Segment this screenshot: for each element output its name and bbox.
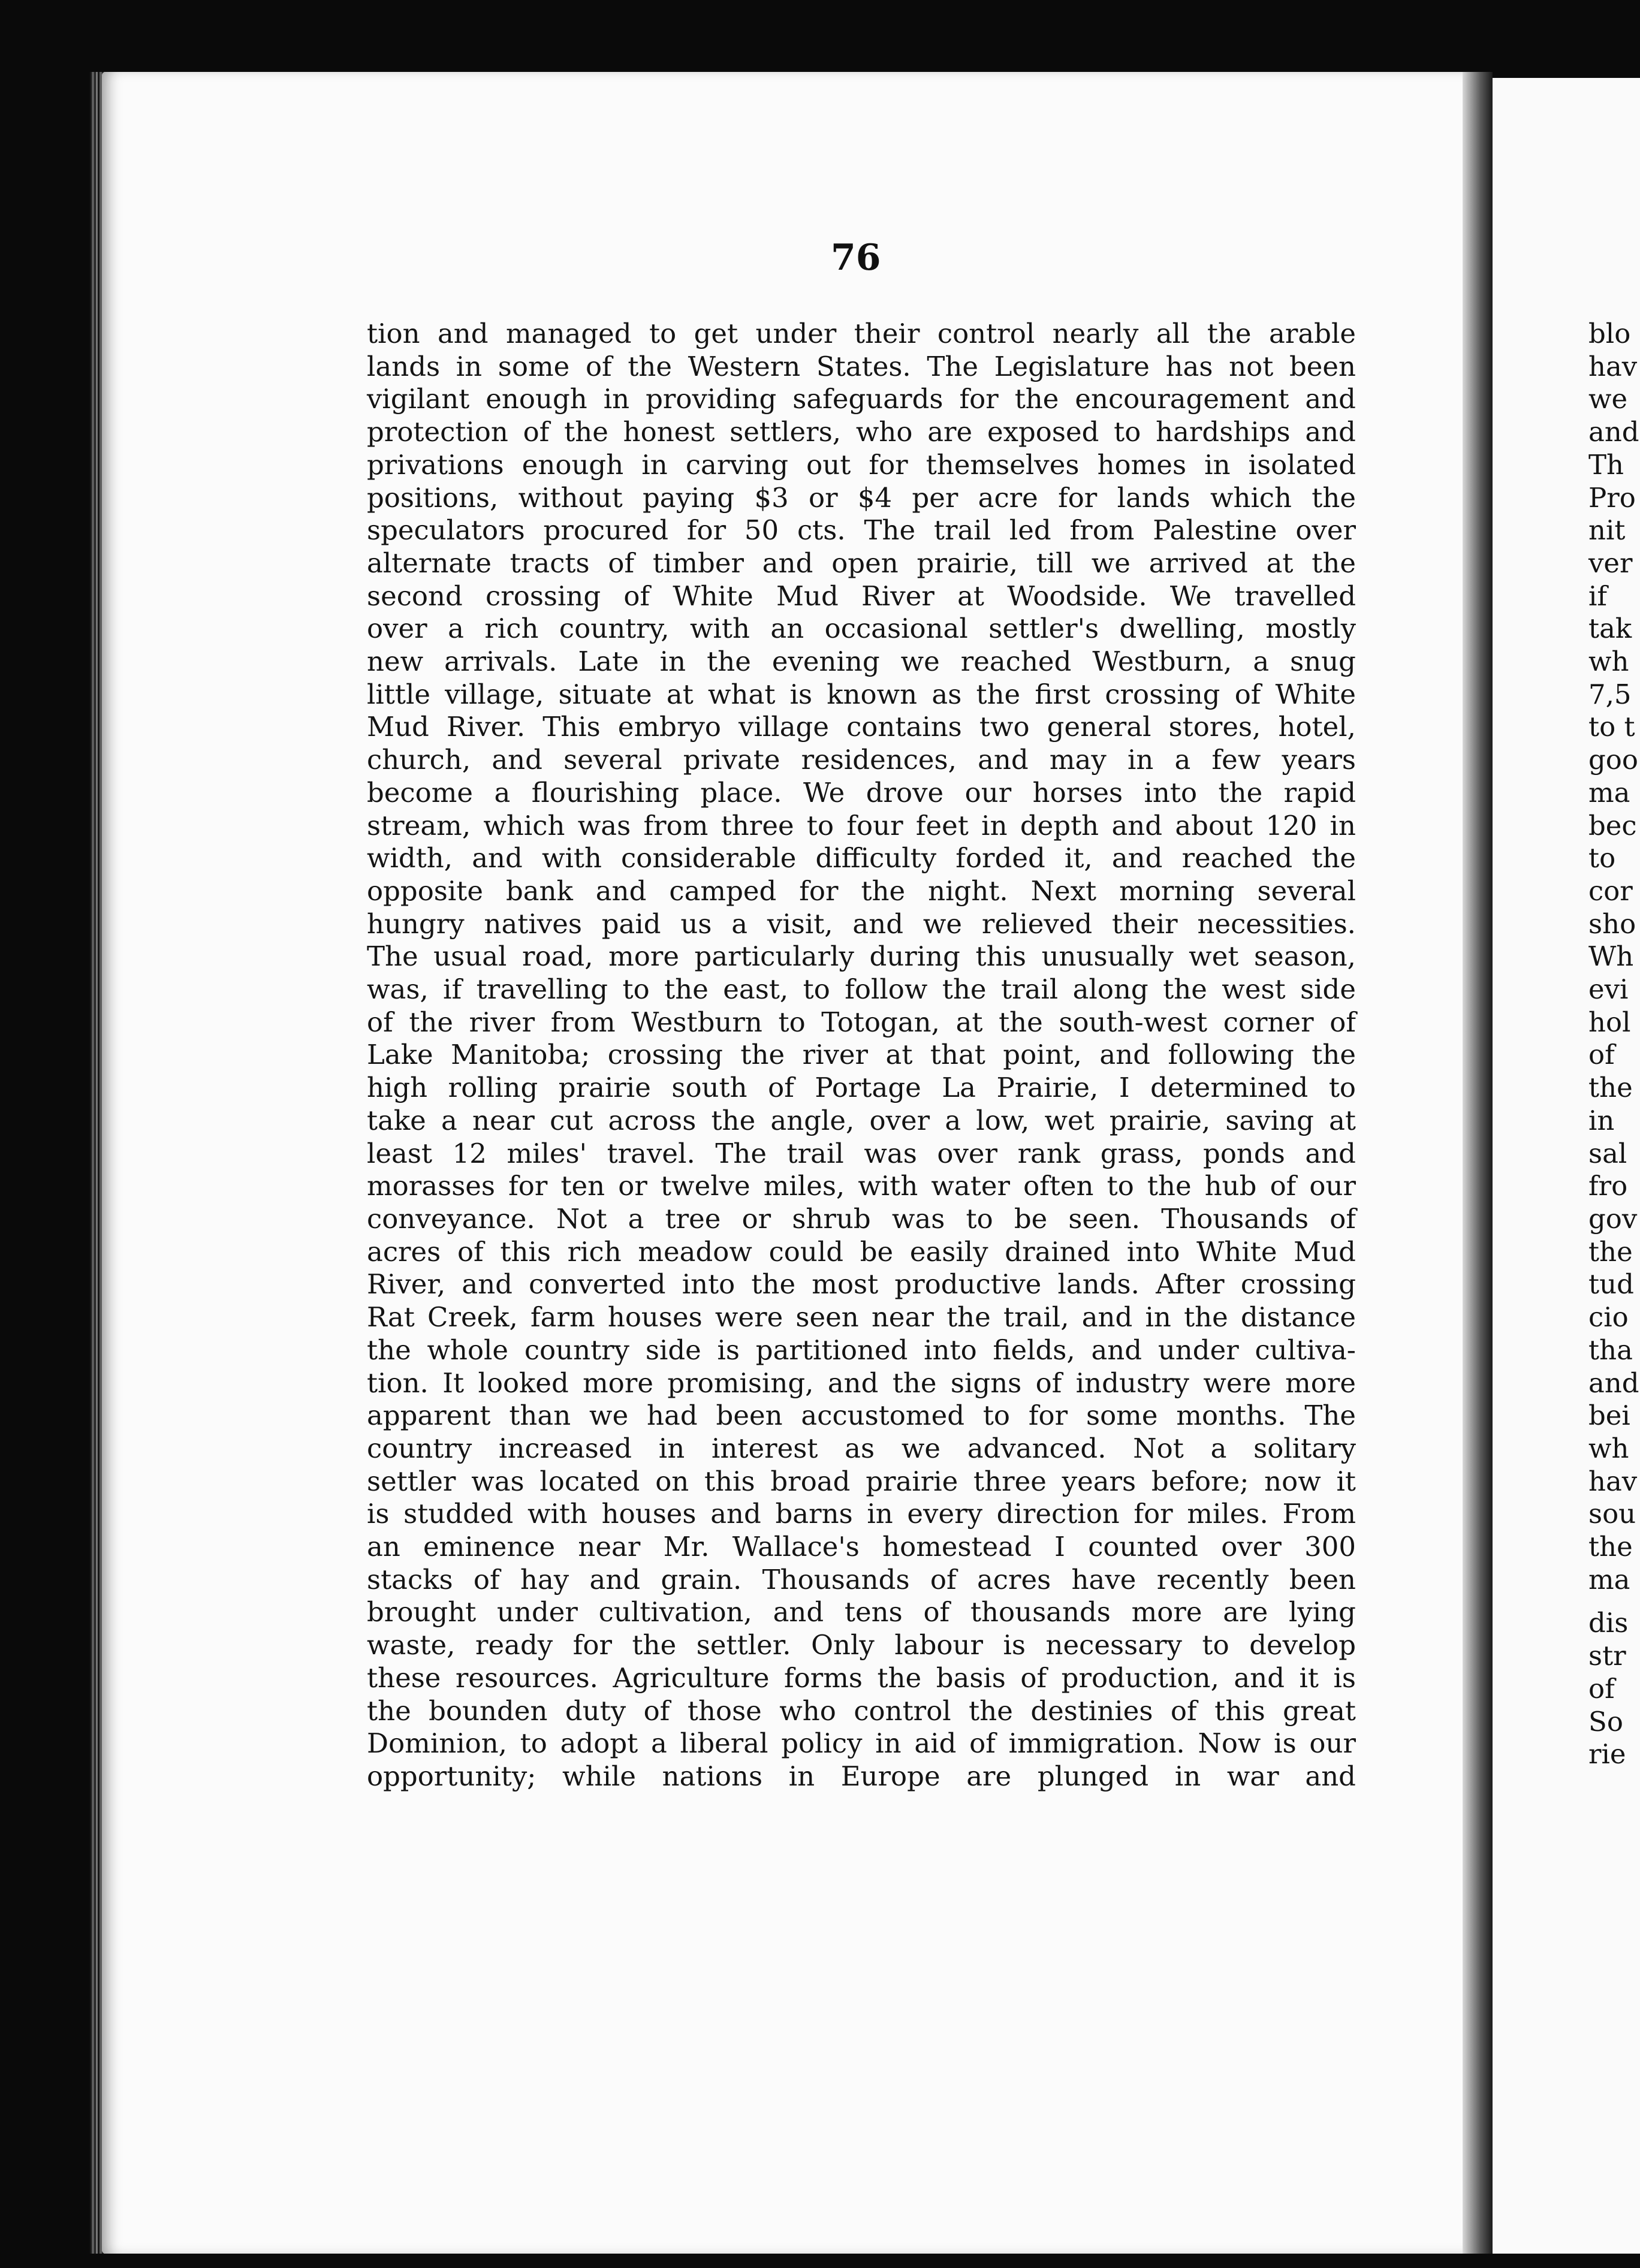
facing-line-fragment: So — [1588, 1705, 1623, 1738]
facing-line-fragment: tud — [1588, 1268, 1634, 1301]
text-line: River, and converted into the most productive lands. After crossing — [367, 1268, 1356, 1301]
text-line: new arrivals. Late in the evening we reached Westburn, a snug — [367, 646, 1356, 678]
facing-line-fragment: sho — [1588, 907, 1636, 940]
facing-line-fragment: wh — [1588, 646, 1629, 678]
facing-line-fragment: gov — [1588, 1202, 1638, 1235]
facing-line-fragment: tak — [1588, 613, 1632, 645]
facing-line-fragment: nit — [1588, 514, 1626, 547]
facing-line-fragment: and — [1588, 416, 1639, 448]
text-line: over a rich country, with an occasional settler's dwelling, mostly — [367, 613, 1356, 645]
text-line: the whole country side is partitioned into fields, and under cultiva- — [367, 1334, 1356, 1366]
facing-line-fragment: sal — [1588, 1137, 1627, 1169]
facing-line-fragment: the — [1588, 1072, 1633, 1104]
facing-line-fragment: of — [1588, 1672, 1615, 1705]
facing-line-fragment: sou — [1588, 1498, 1636, 1530]
facing-line-fragment: evi — [1588, 973, 1629, 1006]
text-line: opposite bank and camped for the night. Next morning several — [367, 874, 1356, 907]
text-line: The usual road, more particularly during this unusually wet season, — [367, 940, 1356, 973]
facing-line-fragment: dis — [1588, 1607, 1629, 1639]
facing-line-fragment: Th — [1588, 448, 1624, 481]
text-line: opportunity; while nations in Europe are plunged in war and — [367, 1760, 1356, 1792]
facing-line-fragment: cio — [1588, 1301, 1629, 1334]
facing-line-fragment: blo — [1588, 318, 1631, 349]
text-line: apparent than we had been accustomed to for some months. The — [367, 1400, 1356, 1432]
page-number: 76 — [831, 237, 881, 279]
facing-line-fragment: wh — [1588, 1432, 1629, 1464]
text-line: become a flourishing place. We drove our horses into the rapid — [367, 776, 1356, 809]
text-line: vigilant enough in providing safeguards for the encouragement and — [367, 383, 1356, 415]
facing-line-fragment: of — [1588, 1039, 1615, 1071]
facing-line-fragment: 7,5 — [1588, 678, 1632, 710]
text-line: hungry natives paid us a visit, and we relieved their necessities. — [367, 907, 1356, 940]
facing-line-fragment: to — [1588, 842, 1616, 874]
facing-line-fragment: bei — [1588, 1400, 1630, 1432]
facing-line-fragment: if — [1588, 580, 1608, 612]
text-line: waste, ready for the settler. Only labour is necessary to develop — [367, 1629, 1356, 1661]
facing-line-fragment: fro — [1588, 1170, 1628, 1202]
text-line: Rat Creek, farm houses were seen near the trail, and in the distance — [367, 1301, 1356, 1334]
text-line: settler was located on this broad prairie three years before; now it — [367, 1465, 1356, 1497]
text-line: Lake Manitoba; crossing the river at that point, and following the — [367, 1039, 1356, 1071]
facing-line-fragment: goo — [1588, 744, 1638, 776]
facing-line-fragment: hav — [1588, 350, 1638, 382]
text-line: conveyance. Not a tree or shrub was to be seen. Thousands of — [367, 1202, 1356, 1235]
facing-line-fragment: hav — [1588, 1465, 1638, 1497]
text-line: tion. It looked more promising, and the signs of industry were more — [367, 1367, 1356, 1399]
text-line: of the river from Westburn to Totogan, at the south-west corner of — [367, 1006, 1356, 1038]
text-line: Mud River. This embryo village contains two general stores, hotel, — [367, 711, 1356, 743]
facing-line-fragment: tha — [1588, 1334, 1633, 1366]
facing-line-fragment: Wh — [1588, 940, 1634, 973]
text-line: take a near cut across the angle, over a low, wet prairie, saving at — [367, 1104, 1356, 1136]
text-line: second crossing of White Mud River at Woodside. We travelled — [367, 580, 1356, 612]
text-line: church, and several private residences, and may in a few years — [367, 744, 1356, 776]
text-line: is studded with houses and barns in every direction for miles. From — [367, 1498, 1356, 1530]
facing-line-fragment: we — [1588, 383, 1628, 415]
text-line: brought under cultivation, and tens of thousands more are lying — [367, 1596, 1356, 1628]
facing-line-fragment: ma — [1588, 1563, 1630, 1596]
facing-line-fragment: ver — [1588, 547, 1633, 579]
text-line: stream, which was from three to four feet in depth and about 120 in — [367, 809, 1356, 842]
text-line: alternate tracts of timber and open prairie, till we arrived at the — [367, 547, 1356, 579]
facing-line-fragment: and — [1588, 1367, 1639, 1399]
text-line: lands in some of the Western States. The Legislature has not been — [367, 350, 1356, 382]
text-line: width, and with considerable difficulty forded it, and reached the — [367, 842, 1356, 874]
text-line: speculators procured for 50 cts. The trail led from Palestine over — [367, 514, 1356, 547]
body-text — [367, 318, 1356, 1793]
facing-line-fragment: the — [1588, 1235, 1633, 1268]
facing-line-fragment: bec — [1588, 809, 1637, 842]
facing-line-fragment: to t — [1588, 711, 1635, 743]
text-line: stacks of hay and grain. Thousands of acres have recently been — [367, 1563, 1356, 1596]
text-line: morasses for ten or twelve miles, with water often to the hub of our — [367, 1170, 1356, 1202]
text-line: was, if travelling to the east, to follow the trail along the west side — [367, 973, 1356, 1006]
text-line: these resources. Agriculture forms the basis of production, and it is — [367, 1661, 1356, 1694]
text-line: an eminence near Mr. Wallace's homestead I counted over 300 — [367, 1531, 1356, 1563]
text-line: protection of the honest settlers, who are exposed to hardships and — [367, 416, 1356, 448]
text-line: privations enough in carving out for themselves homes in isolated — [367, 448, 1356, 481]
facing-line-fragment: the — [1588, 1531, 1633, 1563]
facing-line-fragment: in — [1588, 1104, 1615, 1136]
text-line: the bounden duty of those who control the destinies of this great — [367, 1694, 1356, 1727]
text-line: little village, situate at what is known as the first crossing of White — [367, 678, 1356, 710]
text-line: country increased in interest as we advanced. Not a solitary — [367, 1432, 1356, 1464]
text-line: positions, without paying $3 or $4 per acre for lands which the — [367, 481, 1356, 514]
facing-line-fragment: Pro — [1588, 481, 1636, 514]
facing-line-fragment: ma — [1588, 776, 1630, 809]
text-line: Dominion, to adopt a liberal policy in aid of immigration. Now is our — [367, 1727, 1356, 1760]
facing-line-fragment: cor — [1588, 874, 1633, 907]
facing-line-fragment: rie — [1588, 1738, 1626, 1771]
text-line: least 12 miles' travel. The trail was over rank grass, ponds and — [367, 1137, 1356, 1169]
facing-line-fragment: str — [1588, 1640, 1626, 1672]
text-line: tion and managed to get under their control nearly all the arable — [367, 318, 1356, 349]
facing-line-fragment: hol — [1588, 1006, 1631, 1038]
text-line: acres of this rich meadow could be easily drained into White Mud — [367, 1235, 1356, 1268]
facing-page-text — [1588, 318, 1640, 1771]
text-line: high rolling prairie south of Portage La Prairie, I determined to — [367, 1072, 1356, 1104]
page-gutter — [1463, 72, 1493, 2254]
